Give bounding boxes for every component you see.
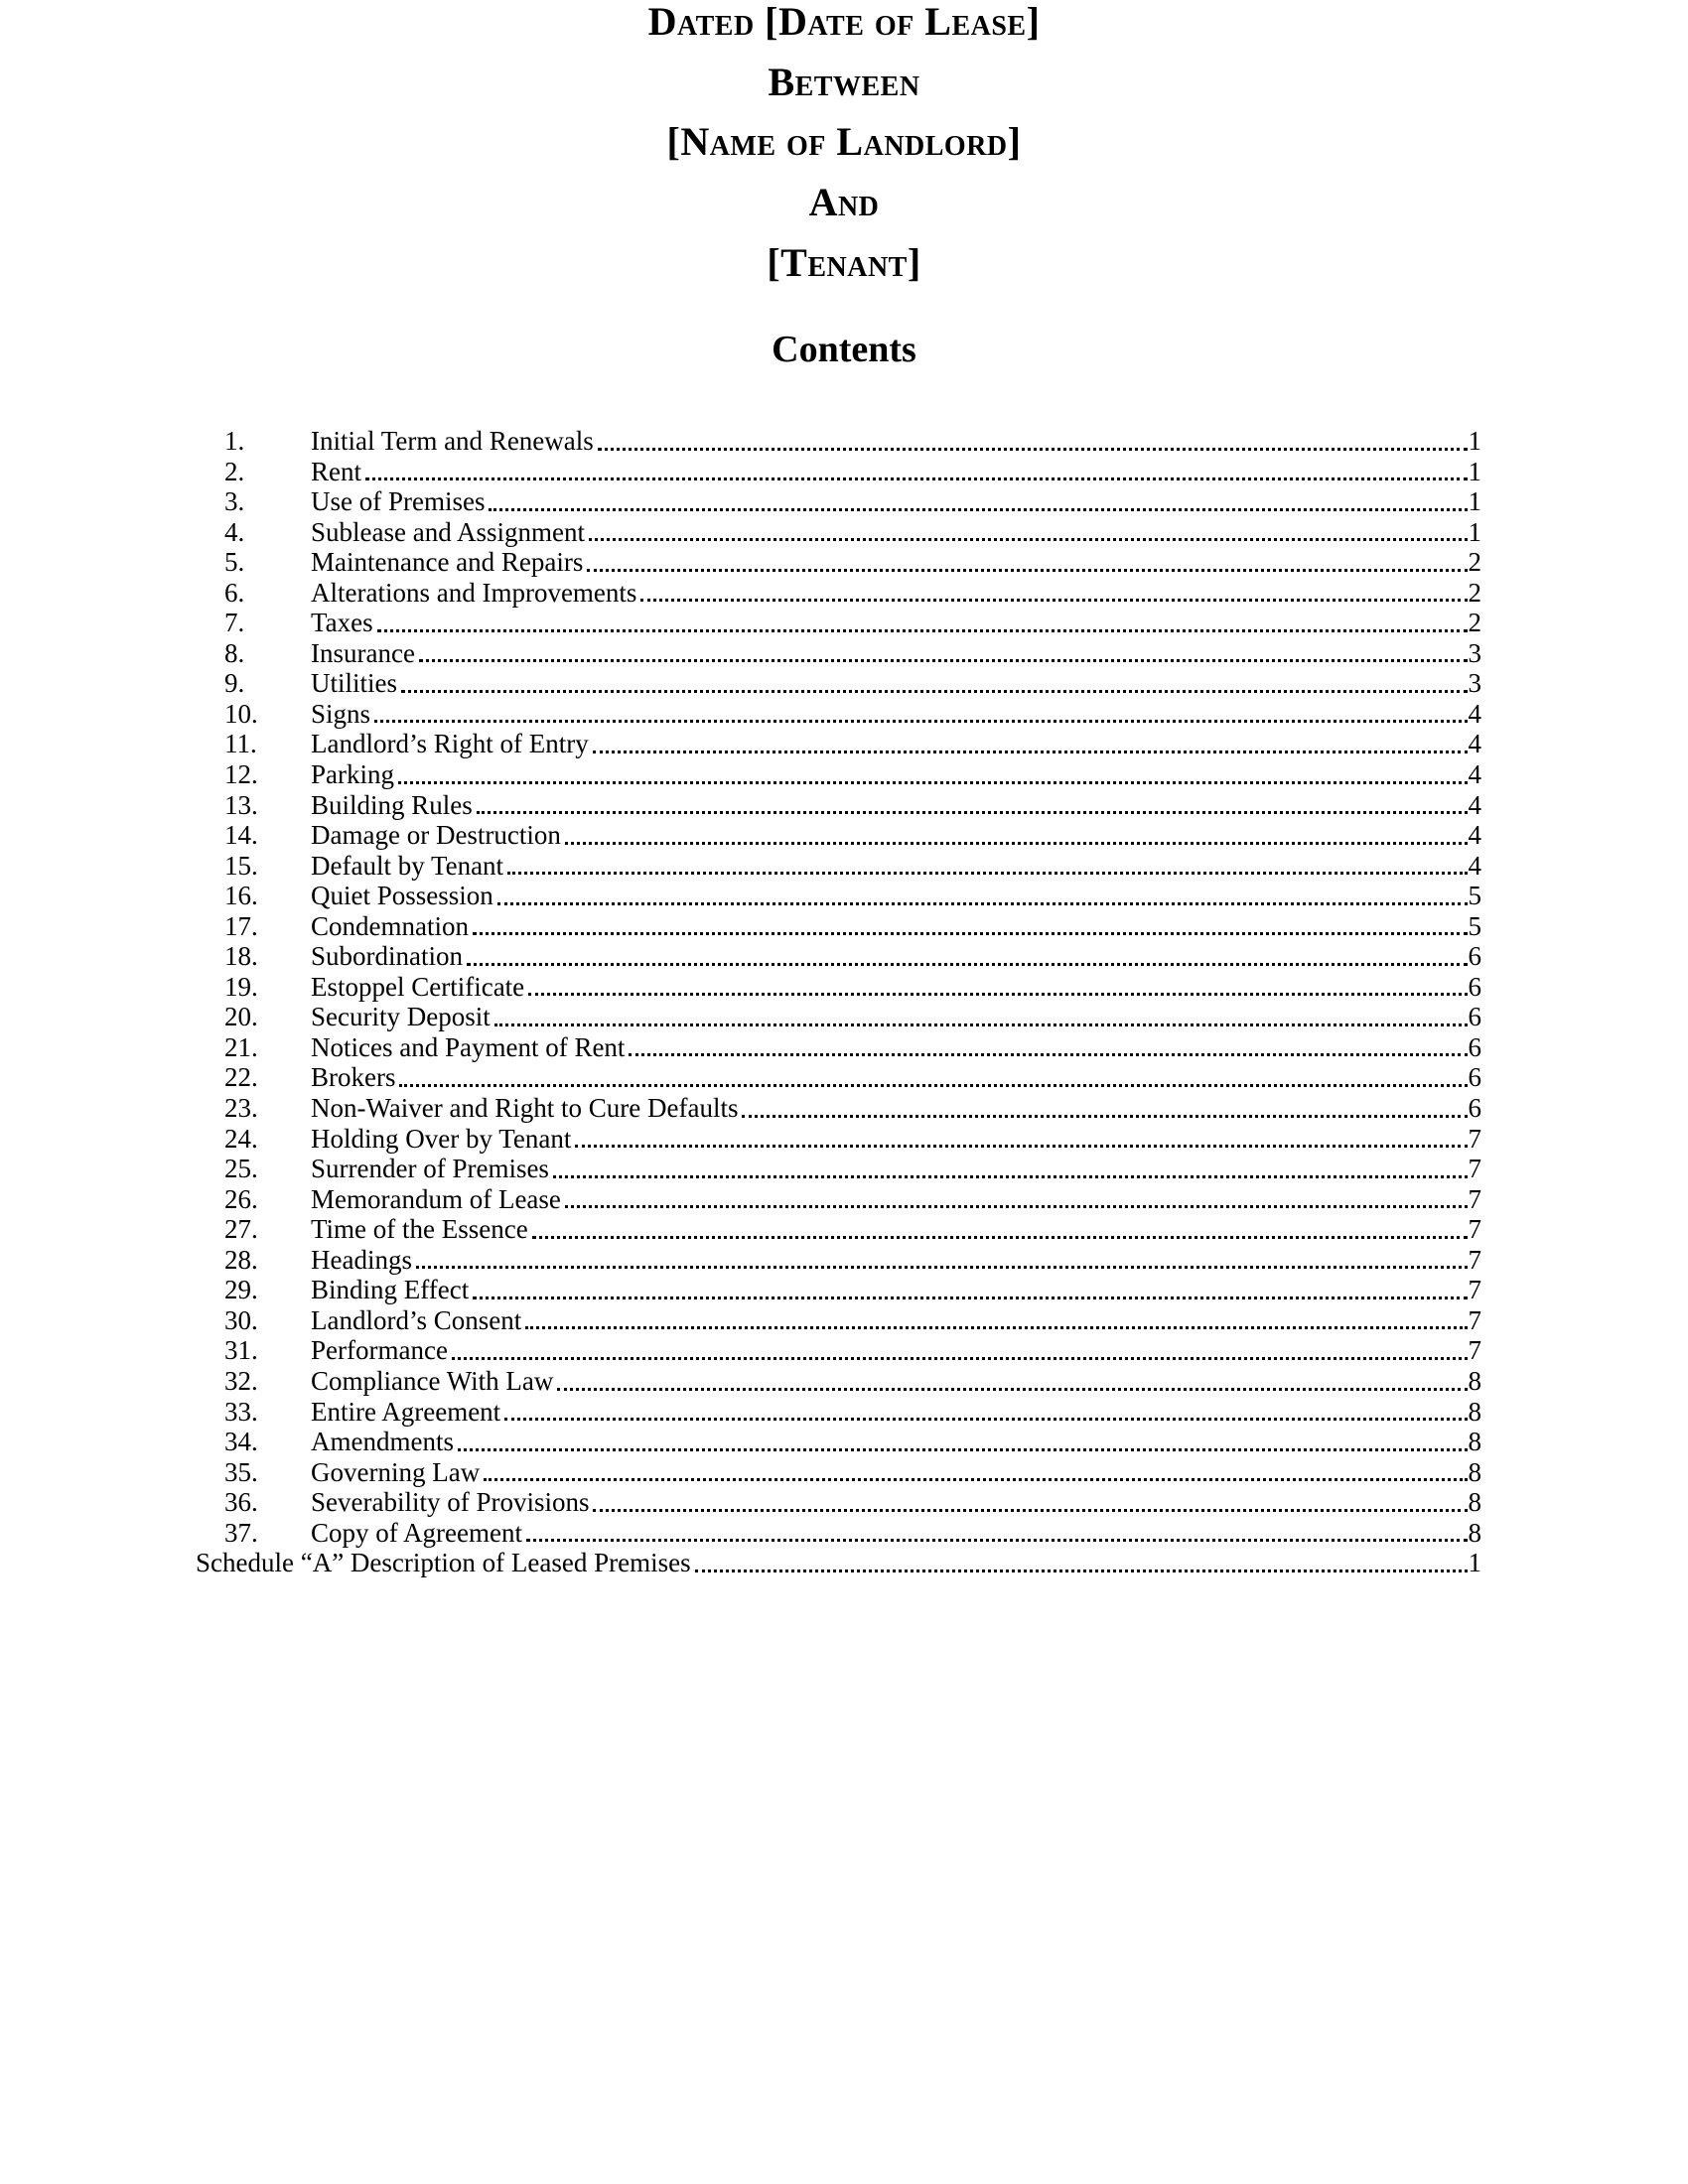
toc-row	[196, 1032, 1481, 1063]
toc-item-title: Alterations and Improvements	[311, 577, 637, 608]
toc-row	[196, 1487, 1481, 1518]
toc-item-title: Initial Term and Renewals	[311, 426, 594, 456]
toc-item-title: Quiet Possession	[311, 881, 493, 911]
toc-item-title: Notices and Payment of Rent	[311, 1031, 626, 1062]
toc-item-page: 7	[1468, 1123, 1481, 1154]
toc-item-title: Maintenance and Repairs	[311, 547, 584, 578]
dot-leader-line	[377, 629, 1468, 632]
toc-item-number: 7.	[224, 608, 245, 638]
toc-item-page: 2	[1468, 577, 1481, 608]
toc-item-title: Surrender of Premises	[311, 1154, 549, 1184]
toc-item-number: 18.	[224, 941, 258, 972]
toc-row	[196, 1518, 1481, 1549]
dot-leader-line	[398, 781, 1468, 784]
toc-item-page: 6	[1468, 1002, 1481, 1032]
toc-item-number: 6.	[224, 577, 245, 608]
dot-leader-line	[598, 448, 1468, 451]
toc-row	[196, 820, 1481, 851]
toc-row	[196, 699, 1481, 730]
toc-item-page: 6	[1468, 971, 1481, 1002]
dot-leader-line	[374, 720, 1467, 723]
toc-row	[196, 1002, 1481, 1032]
dot-leader-line	[565, 842, 1468, 845]
toc-item-number: 10.	[224, 698, 258, 729]
dot-leader-line	[589, 538, 1468, 541]
dot-leader-line	[497, 902, 1468, 905]
table-of-contents	[196, 426, 1481, 1578]
dot-leader-line	[532, 1236, 1468, 1239]
dot-leader-line	[553, 1175, 1468, 1178]
toc-row	[196, 759, 1481, 790]
dot-leader-line	[629, 1053, 1467, 1056]
dot-leader-line	[416, 1266, 1468, 1269]
toc-item-number: 9.	[224, 668, 245, 699]
toc-row	[196, 547, 1481, 578]
toc-item-page: 7	[1468, 1154, 1481, 1184]
dot-leader-line	[489, 508, 1467, 511]
toc-item-page: 8	[1468, 1396, 1481, 1427]
toc-item-page: 5	[1468, 881, 1481, 911]
toc-row	[196, 1397, 1481, 1428]
toc-item-title: Brokers	[311, 1062, 396, 1093]
toc-item-number: 3.	[224, 486, 245, 517]
toc-item-title: Binding Effect	[311, 1275, 470, 1305]
toc-row	[196, 1457, 1481, 1488]
toc-item-number: 27.	[224, 1214, 258, 1245]
toc-item-title: Severability of Provisions	[311, 1487, 590, 1518]
toc-item-page: 2	[1468, 608, 1481, 638]
toc-item-title: Estoppel Certificate	[311, 971, 525, 1002]
toc-row	[196, 1124, 1481, 1155]
toc-item-number: 1.	[224, 426, 245, 456]
title-line-between: Between	[768, 59, 920, 104]
toc-row	[196, 457, 1481, 487]
toc-item-number: 4.	[224, 516, 245, 547]
toc-item-title: Landlord’s Right of Entry	[311, 729, 589, 759]
toc-item-page: 3	[1468, 637, 1481, 668]
toc-item-title: Entire Agreement	[311, 1396, 501, 1427]
toc-row	[196, 941, 1481, 972]
toc-item-page: 6	[1468, 1093, 1481, 1124]
toc-item-number: 19.	[224, 971, 258, 1002]
toc-item-page: 4	[1468, 789, 1481, 820]
toc-row	[196, 486, 1481, 517]
toc-item-page: 8	[1468, 1427, 1481, 1457]
title-line-and: And	[808, 180, 880, 225]
dot-leader-line	[419, 659, 1468, 662]
toc-item-page: 1	[1468, 516, 1481, 547]
toc-item-number: 12.	[224, 759, 258, 790]
toc-item-title: Signs	[311, 698, 371, 729]
toc-row	[196, 1245, 1481, 1276]
toc-item-page: 4	[1468, 820, 1481, 851]
toc-item-number: 29.	[224, 1275, 258, 1305]
toc-item-number: 8.	[224, 637, 245, 668]
toc-item-number: 11.	[224, 729, 257, 759]
toc-row	[196, 1214, 1481, 1245]
toc-item-page: 7	[1468, 1335, 1481, 1366]
dot-leader-line	[587, 569, 1467, 572]
toc-item-number: 31.	[224, 1335, 258, 1366]
toc-item-number: 21.	[224, 1031, 258, 1062]
dot-leader-line	[473, 1297, 1467, 1299]
toc-item-page: 4	[1468, 698, 1481, 729]
toc-item-title: Amendments	[311, 1427, 454, 1457]
toc-item-page: 5	[1468, 910, 1481, 941]
document-title-block	[0, 0, 1688, 294]
toc-item-number: 25.	[224, 1154, 258, 1184]
toc-row	[196, 1062, 1481, 1093]
dot-leader-line	[528, 993, 1467, 996]
toc-item-page: 8	[1468, 1517, 1481, 1548]
toc-row	[196, 578, 1481, 609]
toc-item-number: 14.	[224, 820, 258, 851]
toc-item-title: Subordination	[311, 941, 463, 972]
title-line-landlord: [Name of Landlord]	[666, 119, 1022, 165]
toc-item-page: 1	[1468, 456, 1481, 486]
toc-item-title: Time of the Essence	[311, 1214, 528, 1245]
toc-item-title: Building Rules	[311, 789, 473, 820]
dot-leader-line	[365, 478, 1468, 480]
toc-row	[196, 851, 1481, 882]
toc-row	[196, 1548, 1481, 1578]
dot-leader-line	[477, 811, 1468, 814]
toc-item-number: 15.	[224, 850, 258, 881]
toc-item-page: 1	[1468, 426, 1481, 456]
toc-row	[196, 1093, 1481, 1124]
toc-row	[196, 668, 1481, 699]
toc-item-number: 26.	[224, 1183, 258, 1214]
toc-row	[196, 790, 1481, 821]
toc-item-title: Damage or Destruction	[311, 820, 561, 851]
toc-row	[196, 1305, 1481, 1336]
toc-item-number: 2.	[224, 456, 245, 486]
toc-row	[196, 729, 1481, 759]
toc-item-number: 20.	[224, 1002, 258, 1032]
toc-row	[196, 426, 1481, 457]
toc-item-number: 22.	[224, 1062, 258, 1093]
toc-item-number: 33.	[224, 1396, 258, 1427]
toc-item-page: 8	[1468, 1456, 1481, 1487]
dot-leader-line	[494, 1024, 1468, 1026]
toc-row	[196, 608, 1481, 638]
dot-leader-line	[452, 1357, 1468, 1360]
toc-item-page: 6	[1468, 1062, 1481, 1093]
toc-item-number: 32.	[224, 1365, 258, 1396]
toc-item-page: 7	[1468, 1183, 1481, 1214]
toc-item-page: 8	[1468, 1365, 1481, 1396]
toc-item-title: Compliance With Law	[311, 1365, 554, 1396]
toc-row	[196, 1154, 1481, 1184]
toc-item-title: Default by Tenant	[311, 850, 504, 881]
toc-item-page: 7	[1468, 1214, 1481, 1245]
toc-item-title: Memorandum of Lease	[311, 1183, 561, 1214]
toc-item-number: 13.	[224, 789, 258, 820]
contents-heading: Contents	[772, 329, 916, 370]
toc-row	[196, 1366, 1481, 1397]
toc-item-page: 7	[1468, 1244, 1481, 1275]
toc-item-number: 17.	[224, 910, 258, 941]
toc-item-number: 36.	[224, 1487, 258, 1518]
dot-leader-line	[507, 872, 1467, 875]
toc-item-number: 35.	[224, 1456, 258, 1487]
title-line-dated: Dated [Date of Lease]	[647, 0, 1041, 44]
toc-row	[196, 517, 1481, 548]
toc-item-title: Insurance	[311, 637, 415, 668]
dot-leader-line	[640, 599, 1467, 602]
toc-item-page: 4	[1468, 729, 1481, 759]
dot-leader-line	[504, 1418, 1467, 1421]
toc-item-title: Governing Law	[311, 1456, 481, 1487]
dot-leader-line	[593, 1509, 1467, 1512]
toc-item-title: Condemnation	[311, 910, 469, 941]
toc-item-page: 4	[1468, 759, 1481, 790]
toc-item-number: 16.	[224, 881, 258, 911]
dot-leader-line	[557, 1388, 1467, 1391]
toc-row	[196, 1184, 1481, 1215]
toc-item-title: Copy of Agreement	[311, 1517, 522, 1548]
dot-leader-line	[575, 1145, 1467, 1148]
toc-item-title: Use of Premises	[311, 486, 486, 517]
toc-item-title: Holding Over by Tenant	[311, 1123, 572, 1154]
dot-leader-line	[484, 1478, 1467, 1481]
toc-item-title: Headings	[311, 1244, 412, 1275]
dot-leader-line	[742, 1115, 1467, 1118]
title-line-tenant: [Tenant]	[767, 239, 921, 285]
toc-item-page: 8	[1468, 1487, 1481, 1518]
toc-row	[196, 1427, 1481, 1457]
toc-item-page: 6	[1468, 1031, 1481, 1062]
dot-leader-line	[525, 1326, 1467, 1329]
toc-item-title: Utilities	[311, 668, 397, 699]
toc-item-page: 7	[1468, 1304, 1481, 1335]
toc-item-title: Landlord’s Consent	[311, 1304, 522, 1335]
toc-row	[196, 911, 1481, 942]
toc-item-page: 6	[1468, 941, 1481, 972]
toc-item-page: 7	[1468, 1275, 1481, 1305]
toc-item-page: 2	[1468, 547, 1481, 578]
toc-item-number: 24.	[224, 1123, 258, 1154]
toc-item-page: 1	[1468, 1548, 1481, 1578]
toc-item-title: Schedule “A” Description of Leased Premises	[196, 1548, 691, 1578]
dot-leader-line	[467, 963, 1468, 966]
toc-row	[196, 638, 1481, 669]
dot-leader-line	[526, 1539, 1468, 1542]
toc-item-page: 3	[1468, 668, 1481, 699]
toc-item-number: 5.	[224, 547, 245, 578]
toc-item-title: Rent	[311, 456, 361, 486]
toc-item-title: Non-Waiver and Right to Cure Defaults	[311, 1093, 739, 1124]
toc-row	[196, 972, 1481, 1003]
dot-leader-line	[473, 932, 1468, 935]
toc-item-page: 1	[1468, 486, 1481, 517]
toc-item-number: 37.	[224, 1517, 258, 1548]
dot-leader-line	[401, 690, 1468, 693]
toc-item-number: 30.	[224, 1304, 258, 1335]
toc-row	[196, 881, 1481, 911]
dot-leader-line	[593, 751, 1468, 753]
toc-item-number: 23.	[224, 1093, 258, 1124]
toc-item-title: Sublease and Assignment	[311, 516, 585, 547]
toc-item-page: 4	[1468, 850, 1481, 881]
dot-leader-line	[399, 1084, 1467, 1087]
toc-item-title: Security Deposit	[311, 1002, 491, 1032]
toc-item-number: 28.	[224, 1244, 258, 1275]
toc-row	[196, 1275, 1481, 1305]
dot-leader-line	[565, 1205, 1468, 1208]
dot-leader-line	[695, 1570, 1468, 1572]
toc-item-title: Parking	[311, 759, 394, 790]
dot-leader-line	[458, 1448, 1468, 1451]
toc-item-title: Performance	[311, 1335, 448, 1366]
toc-item-title: Taxes	[311, 608, 373, 638]
toc-row	[196, 1335, 1481, 1366]
toc-item-number: 34.	[224, 1427, 258, 1457]
